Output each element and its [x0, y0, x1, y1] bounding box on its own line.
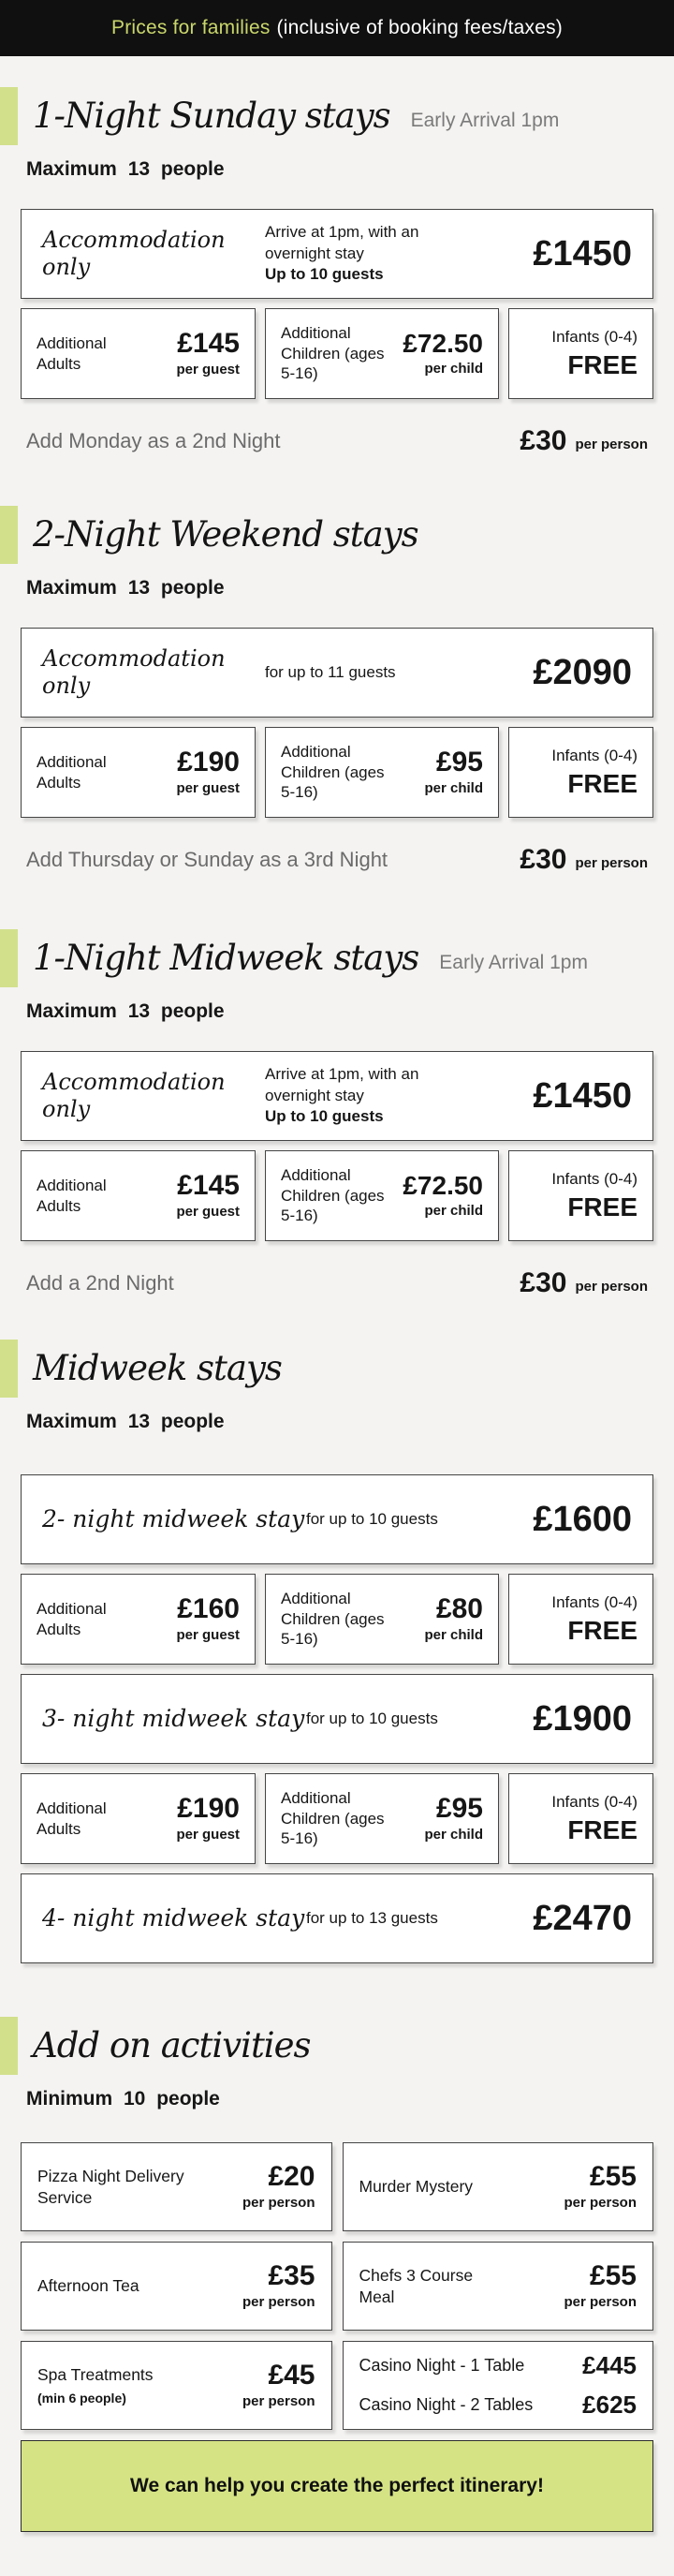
- extra-night-note: [21, 425, 653, 457]
- additional-children-card: [265, 308, 499, 399]
- casino-row-1table: [359, 2351, 637, 2380]
- children-label: Additional Children (ages 5-16): [281, 1165, 385, 1225]
- stay-guests-limit: Up to 10 guests: [265, 265, 384, 284]
- infants-price: FREE: [567, 1192, 637, 1221]
- children-unit: per child: [424, 1627, 483, 1643]
- stay-name: 3- night midweek stay: [42, 1705, 305, 1732]
- children-label: Additional Children (ages 5-16): [281, 1589, 385, 1649]
- section-title: 2-Night Weekend stays: [33, 513, 418, 555]
- accent-bar: [0, 506, 18, 564]
- topbar-note: (inclusive of booking fees/taxes): [276, 17, 563, 38]
- activity-card-pizza: [21, 2142, 332, 2231]
- extras-row: [21, 727, 653, 818]
- stay-description: [306, 1709, 523, 1729]
- max-people-label: Maximum 13 people: [26, 577, 225, 599]
- section-weekend-stays: [0, 506, 674, 876]
- activity-label: Afternoon Tea: [37, 2276, 139, 2296]
- additional-children-card: [265, 1150, 499, 1241]
- casino-row-2tables: [359, 2391, 637, 2420]
- activity-label: Spa Treatments: [37, 2364, 154, 2384]
- infants-card: [508, 1150, 653, 1241]
- adults-unit: per guest: [176, 362, 240, 378]
- casino-price: £625: [582, 2391, 637, 2419]
- note-unit: per person: [575, 855, 648, 871]
- casino-label: Casino Night - 1 Table: [359, 2356, 525, 2375]
- activity-label: Pizza Night Delivery Service: [37, 2166, 184, 2207]
- children-unit: per child: [424, 1827, 483, 1843]
- stay-price: £1600: [533, 1499, 632, 1539]
- additional-adults-card: [21, 308, 256, 399]
- min-people-label: Minimum 10 people: [26, 2088, 220, 2110]
- max-people-label: Maximum 13 people: [26, 158, 225, 180]
- children-price: £72.50: [403, 1171, 483, 1200]
- activity-card-casino: [343, 2341, 654, 2430]
- stay-desc-text: for up to 11 guests: [265, 662, 396, 681]
- note-unit: per person: [575, 1279, 648, 1295]
- note-price: £30: [520, 425, 567, 456]
- stay-name: Accommodation only: [42, 227, 226, 280]
- infants-card: [508, 308, 653, 399]
- children-price: £95: [435, 1793, 483, 1824]
- additional-children-card: [265, 1574, 499, 1665]
- additional-adults-card: [21, 1773, 256, 1864]
- section-heading: [0, 1340, 674, 1398]
- section-heading: [0, 506, 674, 564]
- children-label: Additional Children (ages 5-16): [281, 323, 385, 383]
- infants-label: Infants (0-4): [551, 1792, 637, 1811]
- additional-children-card: [265, 1773, 499, 1864]
- stay-desc-text: for up to 10 guests: [306, 1509, 438, 1528]
- adults-label: Additional Adults: [37, 333, 107, 373]
- children-label: Additional Children (ages 5-16): [281, 742, 385, 802]
- stay-description: [306, 1509, 523, 1530]
- stay-name: 4- night midweek stay: [42, 1904, 305, 1932]
- activity-price: £20: [268, 2161, 315, 2192]
- children-price: £80: [435, 1593, 483, 1624]
- stay-card-2night: [21, 1474, 653, 1564]
- max-people-label: Maximum 13 people: [26, 1000, 225, 1022]
- activity-price: £55: [589, 2161, 637, 2192]
- activity-price: £35: [268, 2260, 315, 2291]
- activity-card-chefs-meal: [343, 2242, 654, 2331]
- adults-unit: per guest: [176, 1204, 240, 1220]
- activity-card-spa: [21, 2341, 332, 2430]
- topbar: [0, 0, 674, 56]
- adults-label: Additional Adults: [37, 1599, 107, 1638]
- section-heading: [0, 87, 674, 145]
- extras-row: [21, 308, 653, 399]
- stay-card-4night: [21, 1873, 653, 1963]
- activities-grid: [21, 2142, 653, 2430]
- topbar-title: Prices for families: [111, 17, 271, 38]
- children-unit: per child: [424, 780, 483, 796]
- additional-adults-card: [21, 1150, 256, 1241]
- stay-desc-text: Arrive at 1pm, with an overnight stay: [265, 223, 419, 262]
- stay-desc-text: Arrive at 1pm, with an overnight stay: [265, 1065, 419, 1104]
- children-unit: per child: [424, 361, 483, 377]
- stay-description: [265, 1064, 482, 1127]
- activity-card-afternoon-tea: [21, 2242, 332, 2331]
- stay-guests-limit: Up to 10 guests: [265, 1107, 384, 1126]
- activity-price: £45: [268, 2360, 315, 2391]
- activity-unit: per person: [242, 2294, 315, 2310]
- children-unit: per child: [424, 1203, 483, 1219]
- stay-name: Accommodation only: [42, 645, 226, 699]
- section-title: 1-Night Sunday stays: [33, 95, 390, 136]
- accent-bar: [0, 2017, 18, 2075]
- stay-desc-text: for up to 13 guests: [306, 1908, 438, 1927]
- accent-bar: [0, 929, 18, 987]
- infants-price: FREE: [567, 1814, 637, 1844]
- activity-unit: per person: [564, 2195, 637, 2211]
- children-price: £95: [435, 747, 483, 777]
- banner-text: We can help you create the perfect itinerary!: [130, 2475, 544, 2496]
- activity-label: Murder Mystery: [359, 2177, 474, 2197]
- stay-name: Accommodation only: [42, 1069, 226, 1122]
- stay-card: [21, 1051, 653, 1141]
- infants-price: FREE: [567, 1615, 637, 1645]
- adults-unit: per guest: [176, 780, 240, 796]
- accent-bar: [0, 1340, 18, 1398]
- infants-label: Infants (0-4): [551, 746, 637, 764]
- section-title: Add on activities: [33, 2024, 311, 2065]
- stay-card: [21, 628, 653, 718]
- additional-adults-card: [21, 1574, 256, 1665]
- stay-price: £2470: [533, 1898, 632, 1938]
- casino-label: Casino Night - 2 Tables: [359, 2395, 534, 2414]
- stay-price: £1450: [533, 1075, 632, 1116]
- children-label: Additional Children (ages 5-16): [281, 1788, 385, 1848]
- note-text: Add Thursday or Sunday as a 3rd Night: [26, 848, 388, 871]
- adults-price: £190: [177, 1793, 240, 1824]
- stay-price: £2090: [533, 652, 632, 692]
- adults-label: Additional Adults: [37, 752, 107, 792]
- section-title: Midweek stays: [33, 1347, 282, 1388]
- adults-price: £190: [177, 747, 240, 777]
- activity-unit: per person: [564, 2294, 637, 2310]
- stay-description: [265, 662, 482, 683]
- additional-children-card: [265, 727, 499, 818]
- activity-label: Chefs 3 Course Meal: [359, 2265, 474, 2306]
- extra-night-note: [21, 1267, 653, 1299]
- infants-card: [508, 1574, 653, 1665]
- note-text: Add a 2nd Night: [26, 1271, 174, 1295]
- activity-sub-label: (min 6 people): [37, 2391, 126, 2406]
- infants-card: [508, 1773, 653, 1864]
- extras-row: [21, 1574, 653, 1665]
- stay-name: 2- night midweek stay: [42, 1505, 305, 1532]
- section-sunday-stays: [0, 87, 674, 457]
- activity-card-murder-mystery: [343, 2142, 654, 2231]
- stay-description: [265, 222, 482, 285]
- infants-card: [508, 727, 653, 818]
- early-arrival-label: Early Arrival 1pm: [410, 110, 560, 131]
- note-unit: per person: [575, 437, 648, 452]
- infants-label: Infants (0-4): [551, 1169, 637, 1188]
- stay-card: [21, 209, 653, 299]
- note-text: Add Monday as a 2nd Night: [26, 429, 281, 452]
- activity-unit: per person: [242, 2195, 315, 2211]
- stay-price: £1900: [533, 1698, 632, 1739]
- extras-row: [21, 1773, 653, 1864]
- stay-description: [306, 1908, 523, 1929]
- section-midweek-multi: [0, 1340, 674, 1963]
- casino-price: £445: [582, 2351, 637, 2379]
- adults-price: £160: [177, 1593, 240, 1624]
- adults-unit: per guest: [176, 1827, 240, 1843]
- section-heading: [0, 2017, 674, 2075]
- max-people-label: Maximum 13 people: [26, 1411, 225, 1432]
- extra-night-note: [21, 844, 653, 876]
- infants-price: FREE: [567, 768, 637, 798]
- stay-desc-text: for up to 10 guests: [306, 1709, 438, 1727]
- section-heading: [0, 929, 674, 987]
- additional-adults-card: [21, 727, 256, 818]
- activity-unit: per person: [242, 2393, 315, 2409]
- infants-label: Infants (0-4): [551, 1592, 637, 1611]
- adults-label: Additional Adults: [37, 1799, 107, 1838]
- stay-card-3night: [21, 1674, 653, 1764]
- note-price: £30: [520, 844, 567, 875]
- children-price: £72.50: [403, 329, 483, 358]
- adults-label: Additional Adults: [37, 1176, 107, 1215]
- section-midweek-1night: [0, 929, 674, 1299]
- activity-price: £55: [589, 2260, 637, 2291]
- section-addon-activities: [0, 2017, 674, 2430]
- adults-price: £145: [177, 328, 240, 359]
- stay-price: £1450: [533, 233, 632, 274]
- adults-unit: per guest: [176, 1627, 240, 1643]
- section-title: 1-Night Midweek stays: [33, 937, 419, 978]
- infants-label: Infants (0-4): [551, 327, 637, 346]
- early-arrival-label: Early Arrival 1pm: [439, 952, 588, 973]
- note-price: £30: [520, 1267, 567, 1298]
- footer-banner: [21, 2440, 653, 2532]
- accent-bar: [0, 87, 18, 145]
- adults-price: £145: [177, 1170, 240, 1201]
- infants-price: FREE: [567, 349, 637, 379]
- extras-row: [21, 1150, 653, 1241]
